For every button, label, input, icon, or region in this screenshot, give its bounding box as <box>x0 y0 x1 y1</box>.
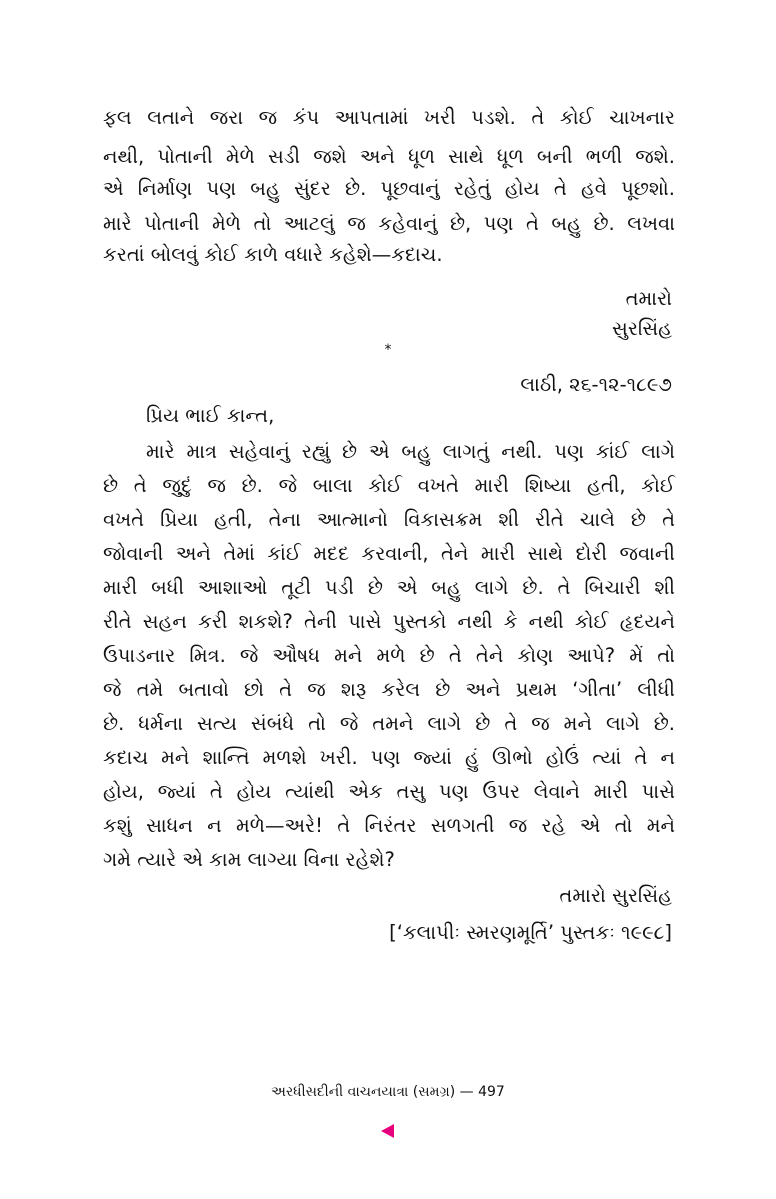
letter2-place-date: લાઠી, ૨૬-૧૨-૧૮૯૭ <box>520 373 672 396</box>
text-line: ઉપાડનાર મિત્ર. જે ઔષધ મને મળે છે તે તેને કોણ આપે? મેં તો <box>103 644 675 667</box>
text-line: કદાચ મને શાન્તિ મળશે ખરી. પણ જ્યાં હું ઊભો હોઉં ત્યાં તે ન <box>103 746 675 769</box>
text-line: હોય, જ્યાં તે હોય ત્યાંથી એક તસુ પણ ઉપર લેવાને મારી પાસે <box>103 780 675 803</box>
section-separator: * <box>384 342 392 358</box>
letter1-signature: સુરસિંહ <box>612 317 672 340</box>
text-line: છે તે જુદું જ છે. જે બાલા કોઈ વખતે મારી શિષ્યા હતી, કોઈ <box>103 474 675 497</box>
footer-dash: — <box>459 1084 474 1100</box>
text-line: છે. ધર્મના સત્ય સંબંધે તો જે તમને લાગે છે તે જ મને લાગે છે. <box>103 712 675 735</box>
page-footer <box>0 1082 776 1102</box>
text-line: કશું સાધન ન મળે—અરે! તે નિરંતર સળગતી જ રહે એ તો મને <box>103 814 675 837</box>
text-line: જોવાની અને તેમાં કાંઈ મદદ કરવાની, તેને મારી સાથે દોરી જવાની <box>103 542 675 565</box>
source-citation: [‘કલાપીઃ સ્મરણમૂર્તિ’ પુસ્તકઃ ૧૯૯૮] <box>389 921 672 944</box>
text-line: નથી, પોતાની મેળે સડી જશે અને ધૂળ સાથે ધૂળ બની ભળી જશે. <box>103 145 675 168</box>
text-line: મારે માત્ર સહેવાનું રહ્યું છે એ બહુ લાગતું નથી. પણ કાંઈ લાગે <box>146 440 675 463</box>
text-line: મારી બધી આશાઓ તૂટી પડી છે એ બહુ લાગે છે. તે બિચારી શી <box>103 576 675 599</box>
text-line: રીતે સહન કરી શકશે? તેની પાસે પુસ્તકો નથી કે નથી કોઈ હૃદયને <box>103 610 675 633</box>
text-line: એ નિર્માણ પણ બહુ સુંદર છે. પૂછવાનું રહેતું હોય તે હવે પૂછશો. <box>103 177 675 200</box>
text-line: મારે પોતાની મેળે તો આટલું જ કહેવાનું છે, પણ તે બહુ છે. લખવા <box>103 212 675 235</box>
letter2-salutation: પ્રિય ભાઈ કાન્ત, <box>146 404 275 427</box>
triangle-left-icon[interactable] <box>381 1124 394 1138</box>
footer-book-title: અરધીસદીની વાચનયાત્રા (સમગ્ર) <box>271 1084 456 1100</box>
text-line: ગમે ત્યારે એ કામ લાગ્યા વિના રહેશે? <box>103 848 395 871</box>
letter2-signoff: તમારો સુરસિંહ <box>559 884 672 907</box>
text-line: વખતે પ્રિયા હતી, તેના આત્માનો વિકાસક્રમ શી રીતે ચાલે છે તે <box>103 508 675 531</box>
page-number: 497 <box>478 1084 505 1100</box>
text-line: કરતાં બોલવું કોઈ કાળે વધારે કહેશે—કદાચ. <box>103 243 443 266</box>
text-line: જે તમે બતાવો છો તે જ શરૂ કરેલ છે અને પ્રથમ ‘ગીતા’ લીધી <box>103 678 675 701</box>
letter1-closing: તમારો <box>625 287 672 310</box>
text-line: ફલ લતાને જરા જ કંપ આપતામાં ખરી પડશે. તે કોઈ ચાખનાર <box>103 106 675 129</box>
